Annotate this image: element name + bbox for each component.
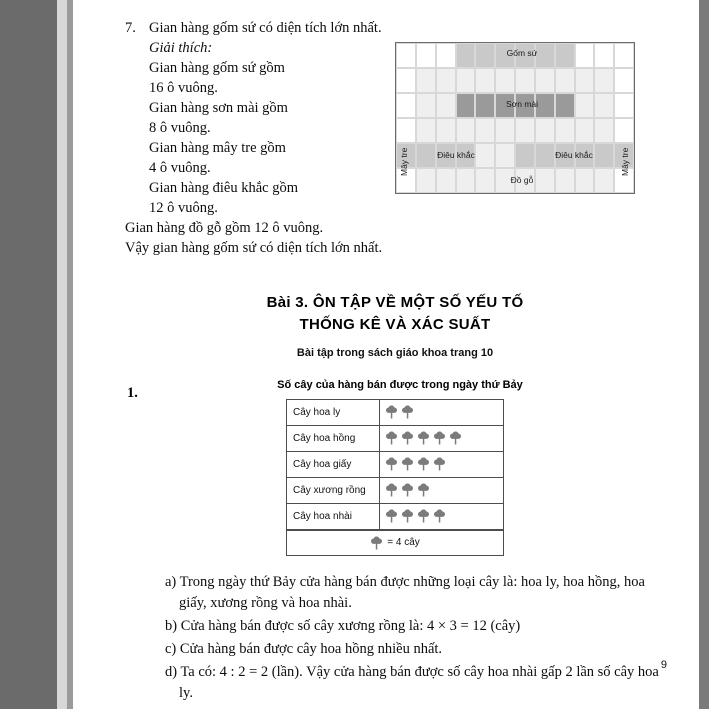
chart-row-icons	[380, 478, 503, 503]
chart-row	[287, 504, 503, 530]
tree-icon	[385, 456, 398, 472]
map-label-do-go: Đồ gỗ	[510, 175, 534, 185]
explanation-line-8: 12 ô vuông.	[149, 200, 218, 216]
chart-row-icons	[380, 452, 503, 477]
tree-icon	[433, 430, 446, 446]
explanation-line-9: Gian hàng đồ gỗ gồm 12 ô vuông.	[125, 220, 324, 236]
problem-7-explanation	[149, 38, 344, 218]
explanation-label: Giải thích:	[149, 40, 213, 56]
tree-icon	[433, 456, 446, 472]
chart-row-icons	[380, 426, 503, 451]
market-map-grid	[396, 43, 634, 193]
tree-icon	[417, 430, 430, 446]
exercise-1-answers	[125, 572, 665, 706]
chart-title: Số cây của hàng bán được trong ngày thứ Bảy	[277, 378, 523, 391]
answer-d: d) Ta có: 4 : 2 = 2 (lần). Vậy cửa hàng bán được số cây hoa nhài gấp 2 lần số cây hoa ly.	[165, 663, 659, 702]
answer-a: a) Trong ngày thứ Bảy cửa hàng bán được những loại cây là: hoa ly, hoa hồng, hoa giấy, xương rồng và hoa nhài.	[165, 573, 645, 612]
chart-row-label: Cây hoa ly	[287, 400, 380, 425]
lesson-title-line1: Bài 3. ÔN TẬP VỀ MỘT SỐ YẾU TỐ	[266, 294, 524, 311]
page-number: 9	[660, 659, 667, 671]
book-page	[73, 0, 699, 709]
answer-c: c) Cửa hàng bán được cây hoa hồng nhiều nhất.	[165, 640, 443, 657]
problem-7-statement-row	[125, 18, 665, 38]
explanation-line-6: 4 ô vuông.	[149, 160, 211, 176]
chart-row	[287, 426, 503, 452]
explanation-conclusion: Vậy gian hàng gốm sứ có diện tích lớn nhất.	[125, 240, 383, 256]
tree-icon	[401, 404, 414, 420]
explanation-line-2: 16 ô vuông.	[149, 80, 218, 96]
chart-row	[287, 452, 503, 478]
exercise-1-number: 1.	[127, 384, 138, 401]
tree-icon	[401, 456, 414, 472]
explanation-line-3: Gian hàng sơn mài gồm	[149, 100, 288, 116]
tree-icon	[449, 430, 462, 446]
lesson-subtitle: Bài tập trong sách giáo khoa trang 10	[296, 346, 494, 359]
tree-icon	[401, 482, 414, 498]
lesson-title	[125, 292, 665, 336]
book-left-shadow	[0, 0, 57, 709]
tree-icon	[417, 456, 430, 472]
tree-icon	[401, 430, 414, 446]
chart-row-label: Cây xương rồng	[287, 478, 380, 503]
exercise-1	[125, 379, 665, 556]
explanation-line-7: Gian hàng điêu khắc gồm	[149, 180, 298, 196]
tree-icon	[385, 482, 398, 498]
chart-row-label: Cây hoa hồng	[287, 426, 380, 451]
map-label-gom-su: Gốm sứ	[506, 48, 538, 58]
map-label-dieu-khac-right: Điêu khắc	[555, 150, 593, 160]
book-page-edge-light	[57, 0, 67, 709]
map-label-may-tre-right: Mây tre	[620, 147, 630, 177]
chart-row-label: Cây hoa nhài	[287, 504, 380, 529]
answer-b: b) Cửa hàng bán được số cây xương rồng là: 4 × 3 = 12 (cây)	[165, 618, 521, 634]
tree-icon	[433, 508, 446, 524]
problem-7-statement: Gian hàng gốm sứ có diện tích lớn nhất.	[149, 20, 382, 36]
map-label-may-tre-left: Mây tre	[399, 147, 409, 177]
explanation-line-5: Gian hàng mây tre gồm	[149, 140, 286, 156]
map-label-son-mai: Sơn mài	[505, 99, 539, 109]
page-content	[125, 18, 665, 706]
chart-row-label: Cây hoa giấy	[287, 452, 380, 477]
tree-icon	[385, 430, 398, 446]
chart-legend-text: = 4 cây	[387, 537, 420, 548]
explanation-line-1: Gian hàng gốm sứ gồm	[149, 60, 285, 76]
tree-icon	[385, 404, 398, 420]
market-map-diagram	[395, 42, 635, 194]
chart-row-icons	[380, 504, 503, 529]
problem-7-number: 7.	[125, 20, 136, 36]
map-label-dieu-khac-left: Điêu khắc	[437, 150, 475, 160]
tree-icon	[370, 535, 383, 551]
tree-icon	[401, 508, 414, 524]
explanation-line-4: 8 ô vuông.	[149, 120, 211, 136]
tree-icon	[417, 482, 430, 498]
problem-7	[125, 18, 665, 258]
lesson-title-line2: THỐNG KÊ VÀ XÁC SUẤT	[299, 315, 491, 333]
chart-row-icons	[380, 400, 503, 425]
tree-icon	[385, 508, 398, 524]
chart-legend	[287, 530, 503, 555]
book-right-shadow	[699, 0, 709, 709]
pictogram-chart	[286, 399, 504, 556]
chart-row	[287, 400, 503, 426]
chart-row	[287, 478, 503, 504]
tree-icon	[417, 508, 430, 524]
